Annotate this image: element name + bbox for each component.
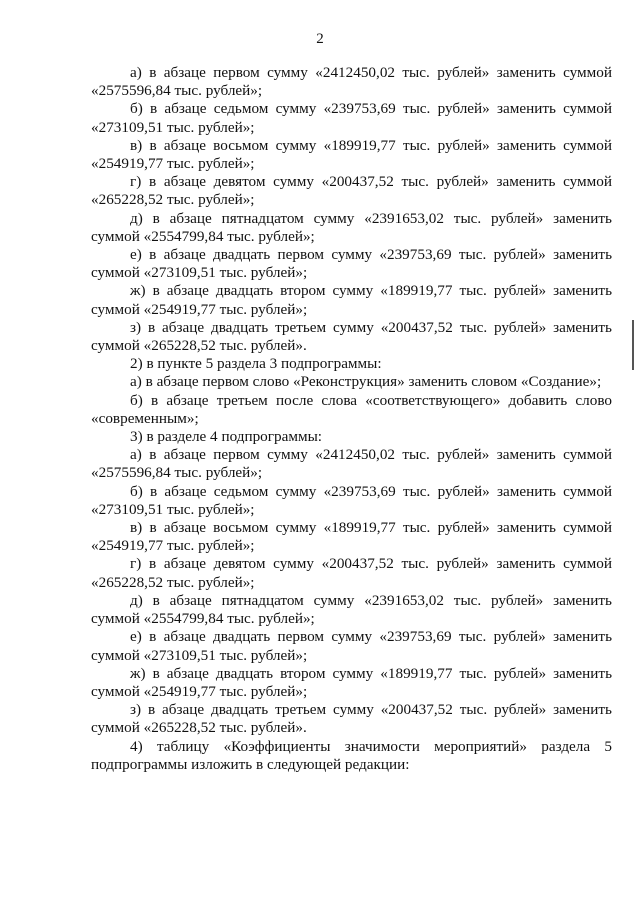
paragraph-item-z: з) в абзаце двадцать третьем сумму «200437,52 тыс. рублей» заменить суммой «265228,52 тыс. рублей». [91, 701, 612, 737]
paragraph-point-2: 2) в пункте 5 раздела 3 подпрограммы: [130, 355, 382, 373]
paragraph-item-g: г) в абзаце девятом сумму «200437,52 тыс. рублей» заменить суммой «265228,52 тыс. рублей»; [91, 555, 612, 591]
paragraph-item-d: д) в абзаце пятнадцатом сумму «2391653,02 тыс. рублей» заменить суммой «2554799,84 тыс. рублей»; [91, 209, 612, 245]
page-number: 2 [316, 31, 324, 47]
paragraph-item-e: е) в абзаце двадцать первом сумму «239753,69 тыс. рублей» заменить суммой «273109,51 тыс. рублей»; [91, 628, 612, 664]
paragraph-point-3: 3) в разделе 4 подпрограммы: [130, 428, 322, 446]
paragraph-item-b: б) в абзаце седьмом сумму «239753,69 тыс. рублей» заменить суммой «273109,51 тыс. рублей»; [91, 482, 612, 518]
paragraph-item-g: г) в абзаце девятом сумму «200437,52 тыс. рублей» заменить суммой «265228,52 тыс. рублей»; [91, 173, 612, 209]
paragraph-item-a: а) в абзаце первом слово «Реконструкция» заменить словом «Создание»; [130, 373, 602, 391]
paragraph-item-d: д) в абзаце пятнадцатом сумму «2391653,02 тыс. рублей» заменить суммой «2554799,84 тыс. рублей»; [91, 591, 612, 628]
paragraph-point-4: 4) таблицу «Коэффициенты значимости мероприятий» раздела 5 подпрограммы изложить в следующей редакции: [91, 737, 612, 773]
paragraph-item-a: а) в абзаце первом сумму «2412450,02 тыс. рублей» заменить суммой «2575596,84 тыс. рублей»; [91, 446, 612, 482]
paragraph-item-v: в) в абзаце восьмом сумму «189919,77 тыс. рублей» заменить суммой «254919,77 тыс. рублей»; [91, 136, 612, 173]
paragraph-item-b: б) в абзаце третьем после слова «соответствующего» добавить слово «современным»; [91, 391, 612, 427]
paragraph-item-b: б) в абзаце седьмом сумму «239753,69 тыс. рублей» заменить суммой «273109,51 тыс. рублей»; [91, 100, 612, 136]
document-body [91, 64, 612, 774]
paragraph-item-zh: ж) в абзаце двадцать втором сумму «189919,77 тыс. рублей» заменить суммой «254919,77 тыс. рублей»; [91, 282, 612, 318]
paragraph-item-e: е) в абзаце двадцать первом сумму «239753,69 тыс. рублей» заменить суммой «273109,51 тыс. рублей»; [91, 246, 612, 282]
scan-margin-mark [632, 320, 634, 370]
paragraph-item-a: а) в абзаце первом сумму «2412450,02 тыс. рублей» заменить суммой «2575596,84 тыс. рублей»; [91, 64, 612, 100]
paragraph-item-v: в) в абзаце восьмом сумму «189919,77 тыс. рублей» заменить суммой «254919,77 тыс. рублей»; [91, 519, 612, 555]
paragraph-item-z: з) в абзаце двадцать третьем сумму «200437,52 тыс. рублей» заменить суммой «265228,52 тыс. рублей». [91, 318, 612, 355]
paragraph-item-zh: ж) в абзаце двадцать втором сумму «189919,77 тыс. рублей» заменить суммой «254919,77 тыс. рублей»; [91, 664, 612, 700]
